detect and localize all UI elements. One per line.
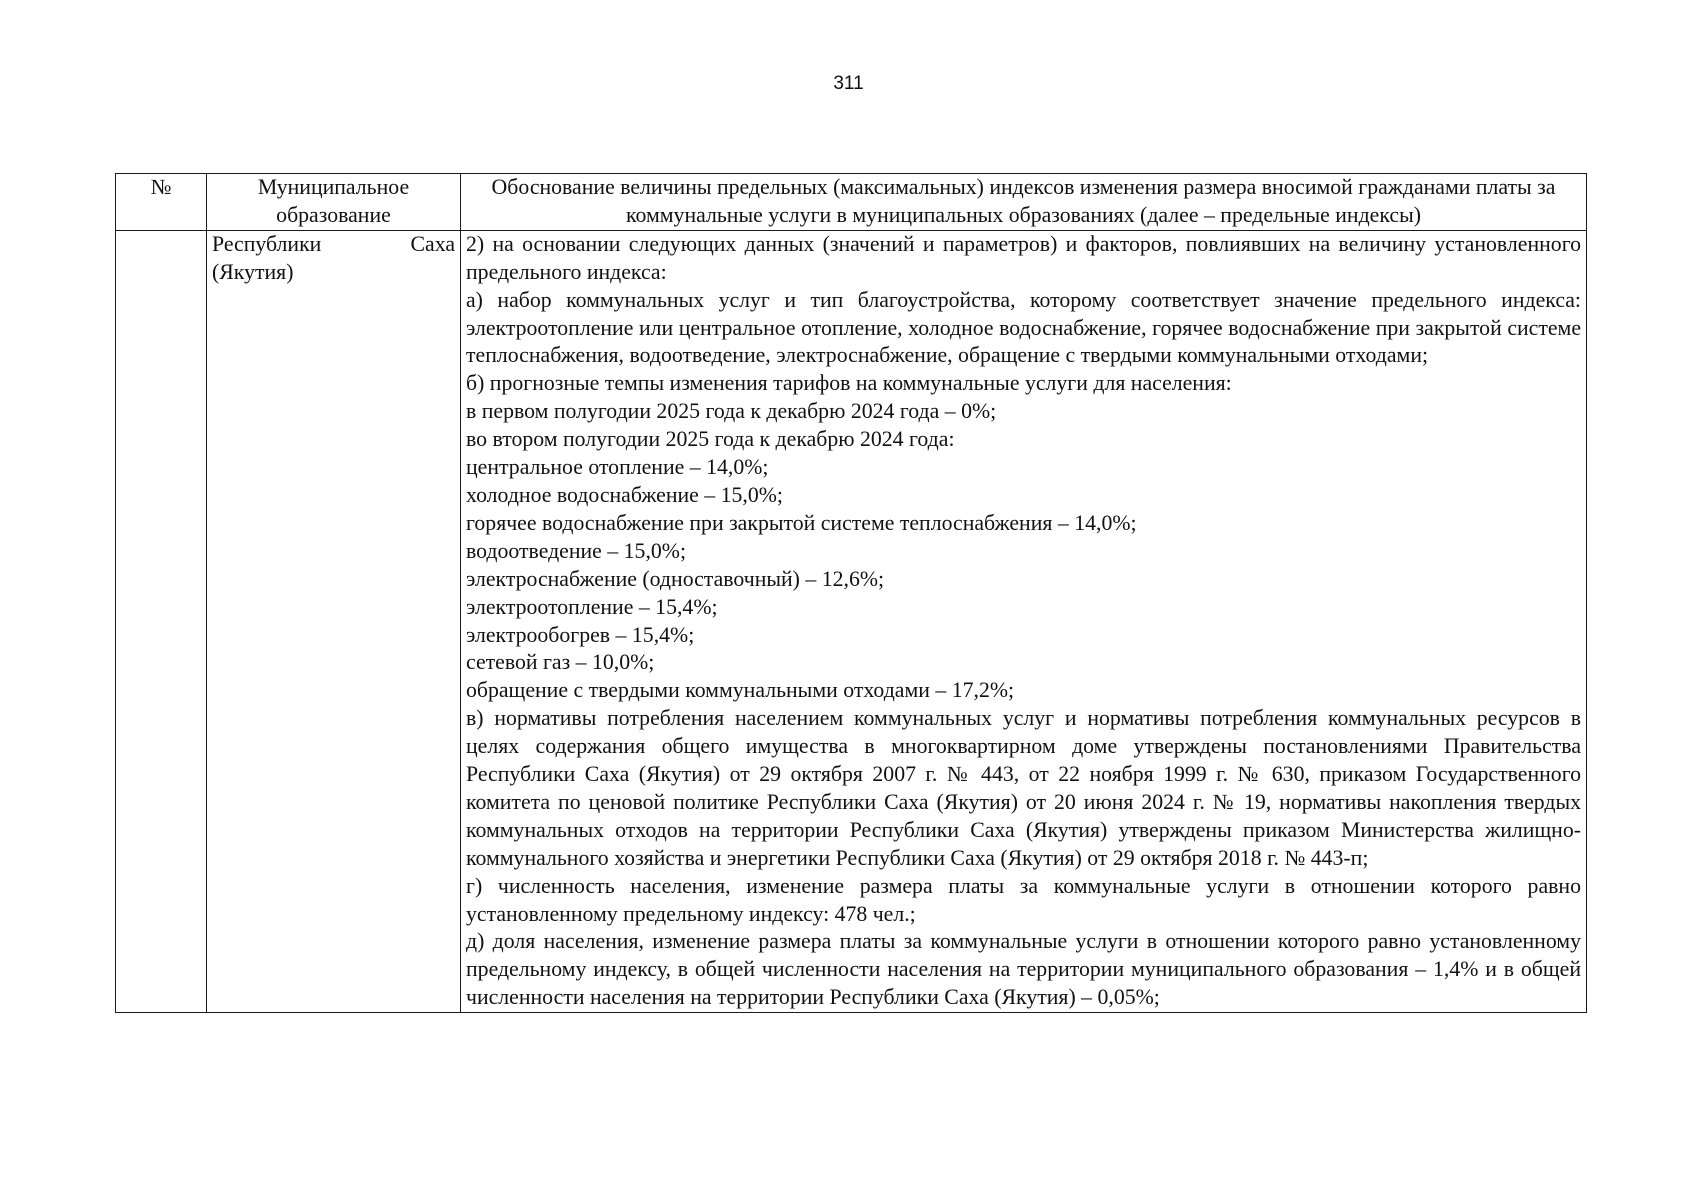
paragraph-v: в) нормативы потребления населением коммунальных услуг и нормативы потребления коммунальных ресурсов в целях содержания общего имущества в многоквартирном доме утверждены постановлениями Правительства Республики Саха (Якутия) от 29 октября 2007 г. № 443, от 22 ноября 1999 г. № 630, приказом Государственного комитета по ценовой политике Республики Саха (Якутия) от 20 июня 2024 г. № 19, нормативы накопления твердых коммунальных отходов на территории Республики Саха (Якутия) утверждены приказом Министерства жилищно-коммунального хозяйства и энергетики Республики Саха (Якутия) от 29 октября 2018 г. № 443-п;	[466, 706, 1581, 870]
municipality-line-2: (Якутия)	[212, 259, 294, 284]
header-basis: Обоснование величины предельных (максимальных) индексов изменения размера вносимой гражданами платы за коммунальные услуги в муниципальных образованиях (далее – предельные индексы)	[461, 174, 1587, 231]
list-item: во втором полугодии 2025 года к декабрю 2024 года:	[466, 427, 955, 452]
list-item: электрообогрев – 15,4%;	[466, 622, 695, 647]
paragraph-d: д) доля населения, изменение размера платы за коммунальные услуги в отношении которого равно установленному предельному индексу, в общей численности населения на территории муниципального образования – 1,4% и в общей численности населения на территории Республики Саха (Якутия) – 0,05%;	[466, 929, 1581, 1010]
cell-municipality	[207, 230, 461, 1012]
list-item: горячее водоснабжение при закрытой системе теплоснабжения – 14,0%;	[466, 510, 1137, 535]
list-item: обращение с твердыми коммунальными отходами – 17,2%;	[466, 678, 1015, 703]
paragraph-a: а) набор коммунальных услуг и тип благоустройства, которому соответствует значение предельного индекса: электроотопление или центральное отопление, холодное водоснабжение, горячее водоснабжение при закрытой системе теплоснабжения, водоотведение, электроснабжение, обращение с твердыми коммунальными отходами;	[466, 287, 1581, 368]
header-municipality: Муниципальное образование	[207, 174, 461, 231]
list-item: сетевой газ – 10,0%;	[466, 650, 655, 675]
cell-basis	[461, 230, 1587, 1012]
table-header-row	[116, 174, 1587, 231]
header-number: №	[116, 174, 207, 231]
list-item: водоотведение – 15,0%;	[466, 538, 687, 563]
paragraph-intro: 2) на основании следующих данных (значений и параметров) и факторов, повлиявших на величину установленного предельного индекса:	[466, 231, 1581, 284]
list-item: холодное водоснабжение – 15,0%;	[466, 482, 783, 507]
list-item: электроснабжение (одноставочный) – 12,6%;	[466, 566, 885, 591]
list-item: электроотопление – 15,4%;	[466, 594, 718, 619]
page-number: 311	[833, 73, 864, 94]
indices-table	[115, 173, 1587, 1013]
table-row	[116, 230, 1587, 1012]
list-item: в первом полугодии 2025 года к декабрю 2024 года – 0%;	[466, 399, 997, 424]
paragraph-g: г) численность населения, изменение размера платы за коммунальные услуги в отношении которого равно установленному предельному индексу: 478 чел.;	[466, 873, 1581, 926]
paragraph-b: б) прогнозные темпы изменения тарифов на коммунальные услуги для населения:	[466, 371, 1232, 396]
cell-number	[116, 230, 207, 1012]
list-item: центральное отопление – 14,0%;	[466, 455, 769, 480]
municipality-line-1: Республики Саха	[212, 231, 455, 256]
